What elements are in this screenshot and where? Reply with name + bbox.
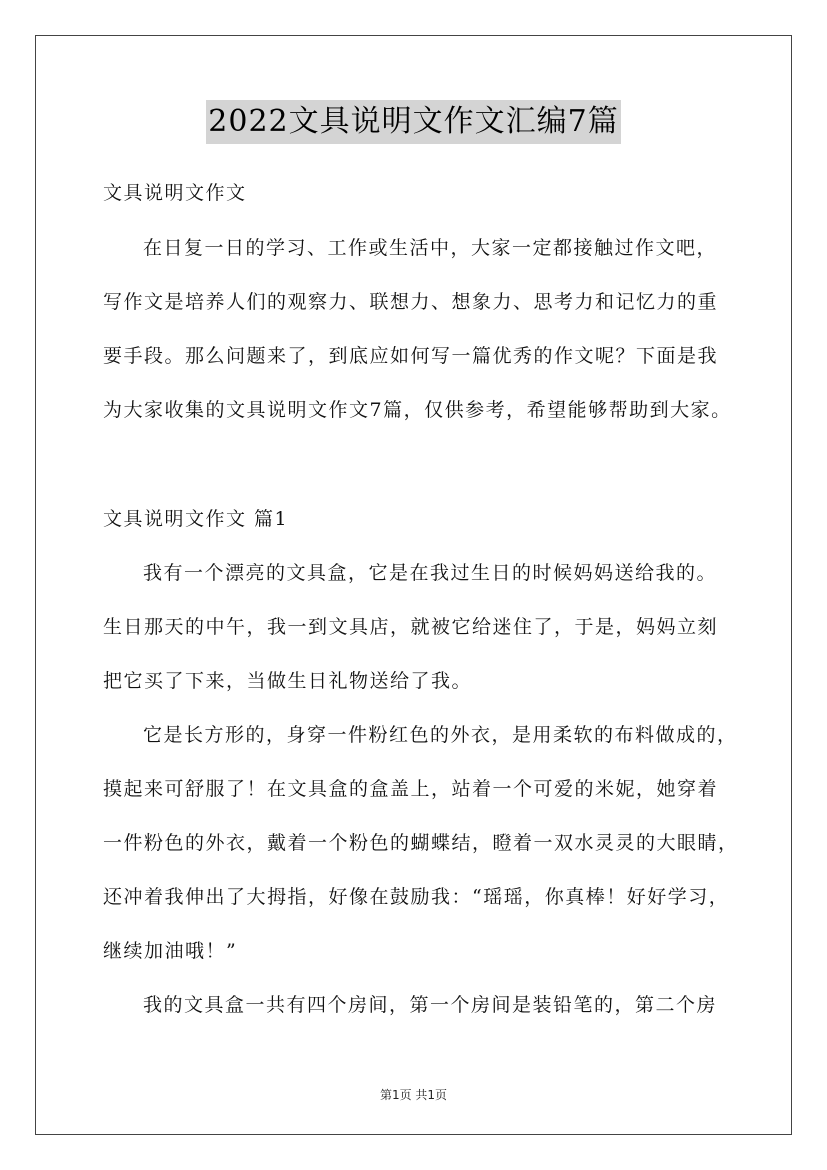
document-title: 2022文具说明文作文汇编7篇	[206, 100, 620, 144]
paragraph-line: 一件粉色的外衣，戴着一个粉色的蝴蝶结，瞪着一双水灵灵的大眼睛，	[103, 832, 739, 854]
paragraph-line: 把它买了下来，当做生日礼物送给了我。	[103, 670, 473, 692]
paragraph-line: 生日那天的中午，我一到文具店，就被它给迷住了，于是，妈妈立刻	[103, 616, 719, 638]
paragraph-line: 还冲着我伸出了大拇指，好像在鼓励我：“瑶瑶，你真棒！好好学习，	[103, 886, 730, 908]
title-container	[0, 100, 827, 144]
section-heading: 文具说明文作文	[103, 182, 247, 204]
paragraph-line: 摸起来可舒服了！在文具盒的盒盖上，站着一个可爱的米妮，她穿着	[103, 778, 719, 800]
page-number: 第1页 共1页	[379, 1088, 448, 1102]
paragraph-line: 继续加油哦！”	[103, 940, 238, 962]
paragraph-line: 写作文是培养人们的观察力、联想力、想象力、思考力和记忆力的重	[103, 291, 719, 313]
section-heading: 文具说明文作文 篇1	[103, 508, 289, 530]
paragraph-line: 在日复一日的学习、工作或生活中，大家一定都接触过作文吧，	[143, 237, 718, 259]
paragraph-line: 我有一个漂亮的文具盒，它是在我过生日的时候妈妈送给我的。	[143, 562, 718, 584]
paragraph-line: 要手段。那么问题来了，到底应如何写一篇优秀的作文呢？下面是我	[103, 345, 719, 367]
paragraph-line: 为大家收集的文具说明文作文7篇，仅供参考，希望能够帮助到大家。	[103, 399, 732, 421]
paragraph-line: 它是长方形的，身穿一件粉红色的外衣，是用柔软的布料做成的，	[143, 724, 738, 746]
paragraph-line: 我的文具盒一共有四个房间，第一个房间是装铅笔的，第二个房	[143, 994, 718, 1016]
